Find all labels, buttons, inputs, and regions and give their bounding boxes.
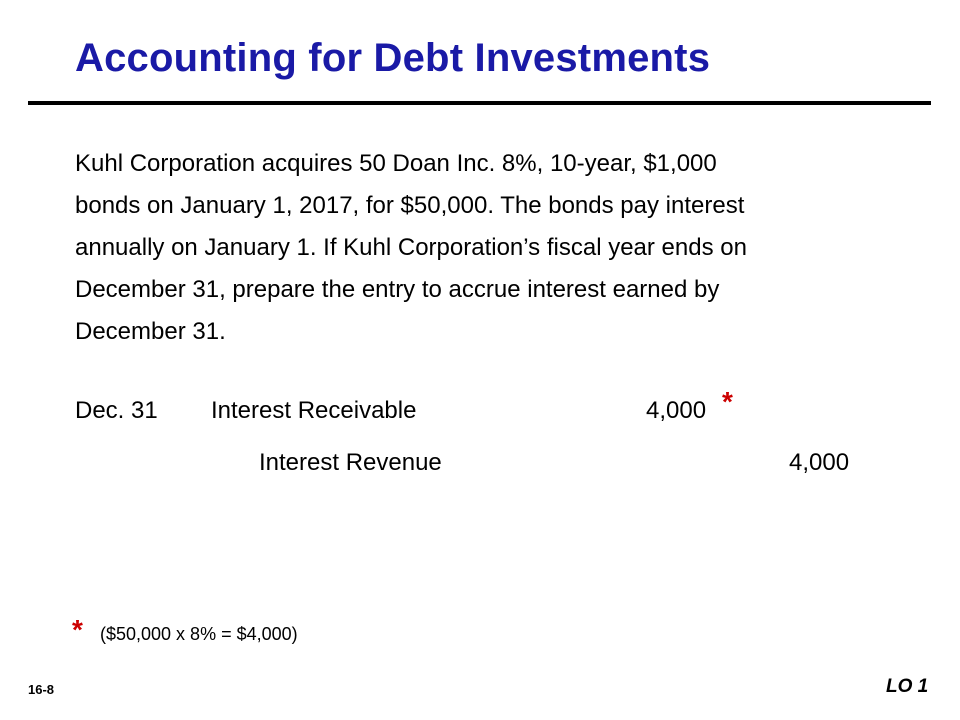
asterisk-marker-entry: * [722,386,733,417]
paragraph-line-1: Kuhl Corporation acquires 50 Doan Inc. 8%, 10-year, $1,000 [75,150,717,177]
slide-title: Accounting for Debt Investments [75,36,711,80]
journal-entry-date: Dec. 31 [75,397,158,424]
asterisk-marker-footnote: * [72,614,83,645]
credit-account: Interest Revenue [259,449,442,476]
credit-amount: 4,000 [789,449,850,476]
slide-number: 16-8 [28,682,55,697]
debit-account: Interest Receivable [211,397,417,424]
debit-amount: 4,000 [646,397,707,424]
paragraph-line-2: bonds on January 1, 2017, for $50,000. The bonds pay interest [75,192,745,219]
paragraph-line-5: December 31. [75,318,226,345]
title-underline [28,101,931,105]
paragraph-line-4: December 31, prepare the entry to accrue interest earned by [75,276,720,303]
footnote-calculation: ($50,000 x 8% = $4,000) [100,624,298,644]
learning-objective-label: LO 1 [886,676,929,697]
paragraph-line-3: annually on January 1. If Kuhl Corporation’s fiscal year ends on [75,234,747,261]
